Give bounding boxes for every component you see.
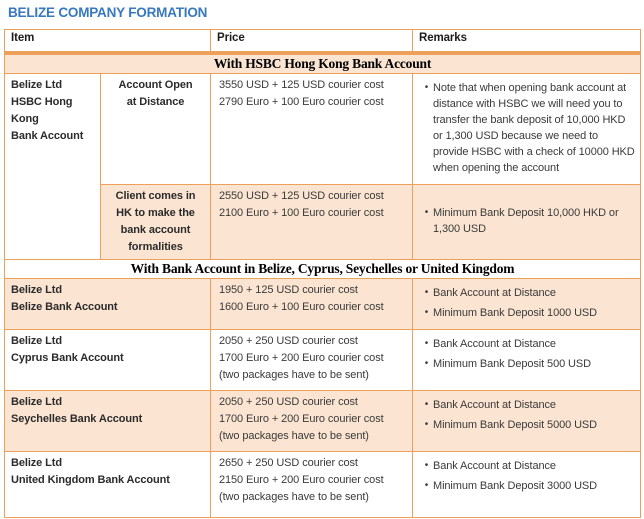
remark-bullet-item [420, 458, 636, 474]
remarks-cell [413, 279, 641, 330]
bullet-icon: • [424, 287, 429, 298]
remark-bullet-item [420, 285, 636, 301]
remarks-cell [413, 74, 641, 185]
sublabel-line: Client comes in [115, 190, 196, 202]
table-row-seychelles-bank [5, 391, 641, 452]
price-cell [211, 74, 413, 185]
item-line: Seychelles Bank Account [11, 413, 143, 425]
table-row-hsbc-inperson [5, 185, 641, 260]
item-cell [5, 452, 211, 518]
sublabel-cell-client-comes [101, 185, 211, 260]
item-line: HSBC Hong [11, 96, 73, 108]
price-line: 1700 Euro + 200 Euro courier cost [219, 352, 384, 364]
price-line: (two packages have to be sent) [219, 430, 369, 442]
remarks-cell [413, 391, 641, 452]
pricing-table [4, 29, 641, 518]
item-line: United Kingdom Bank Account [11, 474, 170, 486]
item-line: Belize Ltd [11, 335, 62, 347]
remark-bullet-item [420, 417, 636, 433]
bullet-icon: • [424, 460, 429, 471]
price-line: 1700 Euro + 200 Euro courier cost [219, 413, 384, 425]
price-line: 2100 Euro + 100 Euro courier cost [219, 207, 384, 219]
bullet-icon: • [424, 338, 429, 349]
item-line: Belize Ltd [11, 79, 62, 91]
price-line: 2650 + 250 USD courier cost [219, 457, 358, 469]
item-cell [5, 391, 211, 452]
price-line: (two packages have to be sent) [219, 491, 369, 503]
remark-text: Note that when opening bank account at distance with HSBC we will need you to transfer the bank deposit of 10,000 HKD or 1,300 USD because we need to provide HSBC with a check of 10000 HKD when opening the account [433, 82, 635, 174]
page-title: BELIZE COMPANY FORMATION [8, 5, 208, 20]
item-cell-hsbc [5, 74, 101, 260]
price-line: 2050 + 250 USD courier cost [219, 335, 358, 347]
remark-text: Minimum Bank Deposit 500 USD [433, 358, 591, 370]
section-header-hsbc-label: With HSBC Hong Kong Bank Account [5, 53, 641, 74]
sublabel-line: Account Open [118, 79, 193, 91]
price-line: (two packages have to be sent) [219, 369, 369, 381]
table-row-cyprus-bank [5, 330, 641, 391]
table-row-uk-bank [5, 452, 641, 518]
remark-bullet-item [420, 478, 636, 494]
remark-text: Minimum Bank Deposit 5000 USD [433, 419, 598, 431]
price-line: 1600 Euro + 100 Euro courier cost [219, 301, 384, 313]
price-cell [211, 391, 413, 452]
table-header-row [5, 30, 641, 54]
table-row-hsbc-distance [5, 74, 641, 185]
section-header-other-banks [5, 260, 641, 279]
remark-text: Minimum Bank Deposit 1000 USD [433, 307, 598, 319]
remark-text: Bank Account at Distance [433, 338, 556, 350]
column-header-remarks: Remarks [413, 30, 641, 54]
remark-text: Minimum Bank Deposit 10,000 HKD or 1,300 USD [433, 207, 619, 235]
remark-text: Bank Account at Distance [433, 460, 556, 472]
bullet-icon: • [424, 480, 429, 491]
item-cell [5, 279, 211, 330]
bullet-icon: • [424, 358, 429, 369]
price-line: 2550 USD + 125 USD courier cost [219, 190, 384, 202]
column-header-price: Price [211, 30, 413, 54]
remark-bullet-item [420, 305, 636, 321]
remark-text: Minimum Bank Deposit 3000 USD [433, 480, 598, 492]
item-line: Cyprus Bank Account [11, 352, 124, 364]
sublabel-line: HK to make the [116, 207, 195, 219]
price-cell [211, 185, 413, 260]
price-cell [211, 452, 413, 518]
remark-bullet-item [420, 205, 636, 237]
item-line: Belize Ltd [11, 284, 62, 296]
price-cell [211, 330, 413, 391]
bullet-icon: • [424, 419, 429, 430]
sublabel-line: formalities [128, 241, 183, 253]
remark-bullet-item [420, 336, 636, 352]
item-line: Belize Ltd [11, 457, 62, 469]
sublabel-line: bank account [120, 224, 191, 236]
remark-text: Bank Account at Distance [433, 399, 556, 411]
remark-bullet-item [420, 397, 636, 413]
remark-bullet-item [420, 356, 636, 372]
remark-bullet-item [420, 80, 636, 176]
sublabel-cell-account-open [101, 74, 211, 185]
bullet-icon: • [424, 399, 429, 410]
price-line: 1950 + 125 USD courier cost [219, 284, 358, 296]
section-header-hsbc [5, 53, 641, 74]
remarks-cell [413, 330, 641, 391]
remark-text: Bank Account at Distance [433, 287, 556, 299]
section-header-other-banks-label: With Bank Account in Belize, Cyprus, Seychelles or United Kingdom [5, 260, 641, 279]
price-cell [211, 279, 413, 330]
item-cell [5, 330, 211, 391]
price-line: 2050 + 250 USD courier cost [219, 396, 358, 408]
item-line: Bank Account [11, 130, 84, 142]
price-line: 3550 USD + 125 USD courier cost [219, 79, 384, 91]
item-line: Belize Ltd [11, 396, 62, 408]
bullet-icon: • [424, 307, 429, 318]
table-row-belize-bank [5, 279, 641, 330]
item-line: Belize Bank Account [11, 301, 118, 313]
bullet-icon: • [424, 82, 429, 93]
item-line: Kong [11, 113, 39, 125]
remarks-cell [413, 452, 641, 518]
bullet-icon: • [424, 207, 429, 218]
remarks-cell [413, 185, 641, 260]
sublabel-line: at Distance [126, 96, 185, 108]
column-header-item: Item [5, 30, 211, 54]
price-line: 2790 Euro + 100 Euro courier cost [219, 96, 384, 108]
price-line: 2150 Euro + 200 Euro courier cost [219, 474, 384, 486]
